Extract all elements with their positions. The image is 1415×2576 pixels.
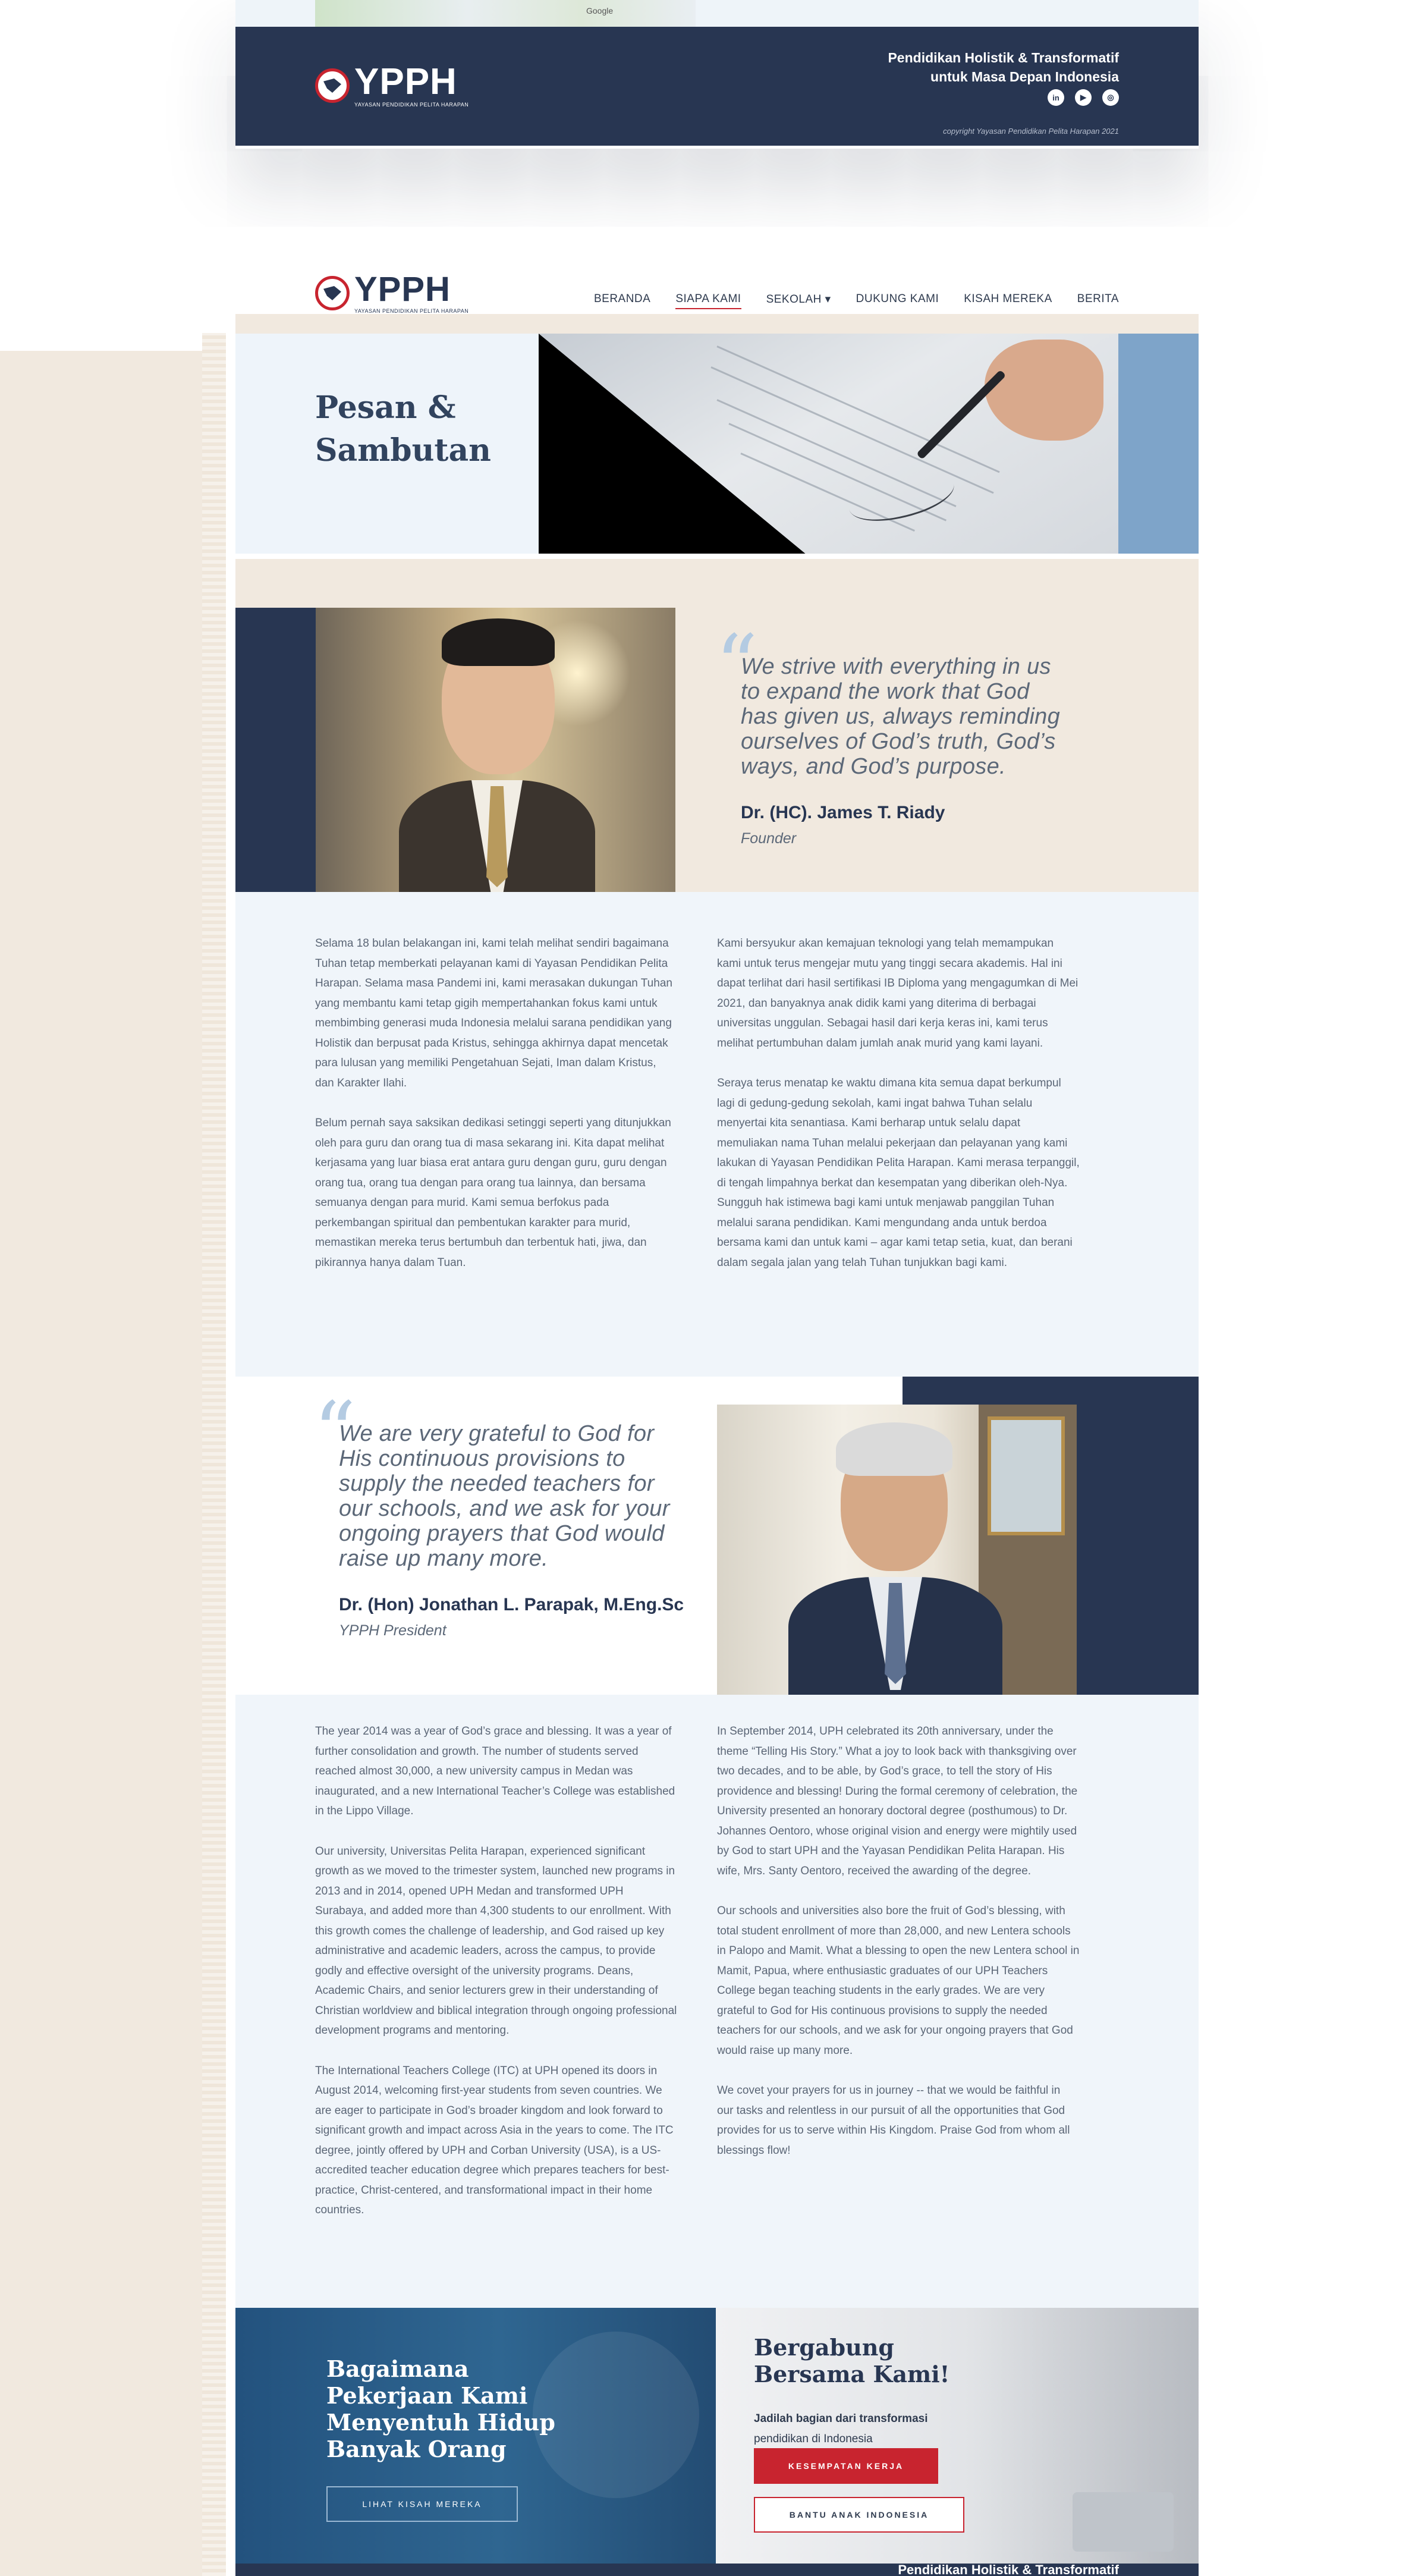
paragraph: The year 2014 was a year of God’s grace and blessing. It was a year of further consolidation and growth. The number of students served reached almost 30,000, a new university campus in Medan was inaugurated, and a new International Teacher’s College was established in the Lippo Village. — [315, 1725, 675, 1817]
page-title-line2: Sambutan — [315, 432, 491, 469]
view-stories-button[interactable]: LIHAT KISAH MEREKA — [326, 2486, 518, 2522]
nav-sekolah-dropdown[interactable]: SEKOLAH ▾ — [766, 293, 831, 306]
footer-bottom-tagline: Pendidikan Holistik & Transformatif — [898, 2564, 1119, 2576]
stories-cta-title-line: Pekerjaan Kami — [326, 2382, 528, 2409]
footer-tagline-line2: untuk Masa Depan Indonesia — [930, 69, 1119, 84]
paragraph: Our schools and universities also bore the fruit of God’s blessing, with total student enrollment of more than 28,000, and new Lentera schools in Palopo and Mamit. What a blessing to open the new Lentera school in Mamit, Papua, where enthusiastic graduates of our UPH Teachers College began teaching students in the early grades. We are very grateful to God for His continuous provisions to supply the needed teachers for our schools, and we ask for your ongoing prayers that God would raise up many more. — [717, 1905, 1080, 2057]
president-quote-line: ongoing prayers that God would — [339, 1521, 665, 1546]
president-quote-line: our schools, and we ask for your — [339, 1496, 670, 1521]
paragraph: Seraya terus menatap ke waktu dimana kita semua dapat berkumpul lagi di gedung-gedung sekolah, kami ingat bahwa Tuhan selalu menyertai kita senantiasa. Kami berharap untuk selalu dapat memuliakan nama Tuhan melalui pekerjaan dan pelayanan yang kami lakukan di Yayasan Pendidikan Pelita Harapan. Kami merasa terpanggil, di tengah limpahnya berkat dan kesempatan yang diberikan oleh-Nya. Sungguh hak istimewa bagi kami untuk menjawab panggilan Tuhan melalui sarana pendidikan. Kami mengundang anda untuk berdoa bersama kami dan untuk kami – agar kami tetap setia, kuat, dan berani dalam segala jalan yang telah Tuhan tunjukkan bagi kami. — [717, 1077, 1080, 1269]
hand-shape — [985, 340, 1103, 441]
hero-band — [235, 314, 1199, 334]
job-opportunities-button[interactable]: KESEMPATAN KERJA — [754, 2448, 938, 2484]
pen-icon — [916, 370, 1006, 460]
founder-portrait — [316, 608, 675, 892]
join-us-title-line: Bergabung — [754, 2334, 894, 2361]
footer-top — [235, 27, 1199, 146]
nav-kisah-mereka[interactable]: KISAH MEREKA — [964, 293, 1052, 305]
join-us-subtitle-text: pendidikan di Indonesia — [754, 2433, 873, 2445]
nav-menu — [594, 293, 1119, 309]
logo-emblem-icon — [315, 276, 350, 310]
join-us-subtitle-bold: Jadilah bagian dari transformasi — [754, 2412, 928, 2425]
logo-text: YPPH — [354, 61, 457, 102]
founder-message-left — [315, 934, 678, 1273]
founder-name: Dr. (HC). James T. Riady — [741, 803, 945, 822]
page-title — [315, 387, 491, 472]
background-child-photo — [533, 2332, 699, 2498]
social-links — [1048, 89, 1119, 106]
founder-quote — [741, 654, 1060, 847]
join-us-title-line: Bersama Kami! — [754, 2361, 950, 2387]
footer-tagline — [888, 48, 1119, 86]
founder-quote-line: has given us, always reminding — [741, 704, 1061, 729]
president-quote-line: His continuous provisions to — [339, 1446, 625, 1471]
footer-logo[interactable] — [315, 61, 469, 108]
paragraph: Selama 18 bulan belakangan ini, kami telah melihat sendiri bagaimana Tuhan tetap memberkati pelayanan kami di Yayasan Pendidikan Pelita Harapan. Selama masa Pandemi ini, kami merasakan dukungan Tuhan yang membantu kami tetap gigih mempertahankan fokus kami untuk membimbing generasi muda Indonesia melalui sarana pendidikan yang Holistik dan berpusat pada Kristus, sehingga akhirnya dapat mencetak para lulusan yang memiliki Pengetahuan Sejati, Iman dalam Kristus, dan Karakter Ilahi. — [315, 937, 672, 1089]
stories-cta-title — [326, 2355, 555, 2462]
logo-emblem-icon — [315, 68, 350, 103]
nav-siapa-kami[interactable]: SIAPA KAMI — [675, 293, 741, 309]
navbar-logo[interactable] — [315, 272, 468, 314]
beige-side-background — [0, 351, 225, 2576]
map-google-label: Google — [586, 6, 614, 15]
president-quote-line: supply the needed teachers for — [339, 1471, 655, 1496]
president-name: Dr. (Hon) Jonathan L. Parapak, M.Eng.Sc — [339, 1595, 684, 1614]
founder-message-right — [717, 934, 1080, 1273]
document-paper — [539, 334, 1118, 554]
president-message-left — [315, 1721, 678, 2220]
president-quote-line: raise up many more. — [339, 1546, 549, 1571]
stories-cta-title-line: Bagaimana — [326, 2355, 469, 2382]
help-children-button[interactable]: BANTU ANAK INDONESIA — [754, 2497, 964, 2533]
founder-navy-accent — [235, 608, 316, 892]
signature-scribble — [844, 461, 959, 533]
president-message-right — [717, 1721, 1080, 2160]
paragraph: Our university, Universitas Pelita Harapan, experienced significant growth as we moved to the trimester system, launched new programs in 2013 and in 2014, opened UPH Medan and transformed UPH Surabaya, and added more than 4,300 students to our enrollment. With this growth comes the challenge of leadership, and God raised up key administrative and academic leaders, across the campus, to provide godly and effective oversight of the university programs. Deans, Academic Chairs, and senior lecturers grew in their understanding of Christian worldview and biblical integration through ongoing professional development programs and mentoring. — [315, 1845, 677, 2037]
founder-quote-line: to expand the work that God — [741, 679, 1030, 704]
beige-torn-edge — [202, 333, 226, 2576]
nav-beranda[interactable]: BERANDA — [593, 293, 651, 305]
founder-quote-line: We strive with everything in us — [741, 654, 1051, 679]
copyright-text: copyright Yayasan Pendidikan Pelita Harapan 2021 — [943, 127, 1119, 136]
president-quote-line: We are very grateful to God for — [339, 1421, 655, 1446]
paragraph: We covet your prayers for us in journey -- that we would be faithful in our tasks and relentless in our pursuit of all the opportunities that God provides for us to serve within His Kingdom. Praise God from whom all blessings flow! — [717, 2084, 1070, 2157]
map-embed[interactable] — [315, 0, 696, 27]
linkedin-icon[interactable]: in — [1048, 89, 1064, 106]
president-portrait — [717, 1405, 1077, 1695]
hero-signing-photo — [539, 334, 1118, 554]
paragraph: Belum pernah saya saksikan dedikasi setinggi seperti yang ditunjukkan oleh para guru dan orang tua di masa sekarang ini. Kita dapat melihat kerjasama yang luar biasa erat antara guru dengan guru, guru dengan orang tua, orang tua dengan para orang tua lainnya, dan bersama semuanya dengan para murid. Kami semua berfokus pada perkembangan spiritual dan pembentukan karakter para murid, memastikan mereka terus bertumbuh dan terbentuk hati, jiwa, dan pikirannya hanya dalam Tuan. — [315, 1117, 671, 1269]
logo-text: YPPH — [354, 270, 451, 309]
paragraph: Kami bersyukur akan kemajuan teknologi yang telah memampukan kami untuk terus mengejar mutu yang tinggi secara akademis. Hal ini dapat terlihat dari hasil sertifikasi IB Diploma yang mengagumkan di Mei 2021, dan banyaknya anak didik kami yang diterima di berbagai universitas unggulan. Sebagai hasil dari kerja keras ini, kami terus melihat pertumbuhan dalam jumlah anak murid yang kami layani. — [717, 937, 1078, 1050]
instagram-icon[interactable]: ◎ — [1102, 89, 1119, 106]
founder-role: Founder — [741, 830, 797, 847]
president-quote — [339, 1421, 684, 1639]
paragraph: In September 2014, UPH celebrated its 20th anniversary, under the theme “Telling His Story.” What a joy to look back with thanksgiving over two decades, and to be able, by God’s grace, to tell the story of His providence and blessing! During the formal ceremony of celebration, the University presented an honorary doctoral degree (posthumous) to Dr. Johannes Oentoro, whose original vision and energy were mightily used by God to start UPH and the Yayasan Pendidikan Pelita Harapan. His wife, Mrs. Santy Oentoro, received the awarding of the degree. — [717, 1725, 1078, 1877]
stories-cta-panel — [235, 2308, 716, 2564]
navbar — [235, 266, 1199, 314]
quote-mark-icon: “ — [715, 617, 758, 714]
laptop-shape — [1073, 2492, 1174, 2552]
join-us-subtitle — [754, 2373, 927, 2449]
paragraph: The International Teachers College (ITC) at UPH opened its doors in August 2014, welcoming first-year students from seven countries. We are eager to participate in God’s broader kingdom and look forward to significant growth and impact across Asia in the years to come. The ITC degree, jointly offered by UPH and Corban University (USA), is a US-accredited teacher education degree which prepares teachers for best-practice, Christ-centered, and transformational impact in their home countries. — [315, 2064, 674, 2216]
youtube-icon[interactable]: ▶ — [1075, 89, 1092, 106]
footer-tagline-line1: Pendidikan Holistik & Transformatif — [888, 50, 1119, 65]
footer-bottom — [235, 2564, 1199, 2576]
founder-quote-line: ourselves of God’s truth, God’s — [741, 729, 1056, 754]
page-title-line1: Pesan & — [315, 389, 456, 426]
logo-subtitle: YAYASAN PENDIDIKAN PELITA HARAPAN — [354, 102, 469, 108]
quote-mark-icon: “ — [313, 1384, 356, 1481]
join-us-cta-panel — [716, 2308, 1199, 2564]
stories-cta-title-line: Menyentuh Hidup — [326, 2409, 555, 2436]
president-role: YPPH President — [339, 1622, 446, 1639]
stories-cta-title-line: Banyak Orang — [326, 2436, 507, 2462]
nav-dukung-kami[interactable]: DUKUNG KAMI — [856, 293, 939, 305]
logo-subtitle: YAYASAN PENDIDIKAN PELITA HARAPAN — [354, 308, 469, 314]
founder-quote-line: ways, and God’s purpose. — [741, 754, 1006, 779]
hero-blue-accent — [1118, 334, 1199, 554]
nav-berita[interactable]: BERITA — [1077, 293, 1119, 305]
